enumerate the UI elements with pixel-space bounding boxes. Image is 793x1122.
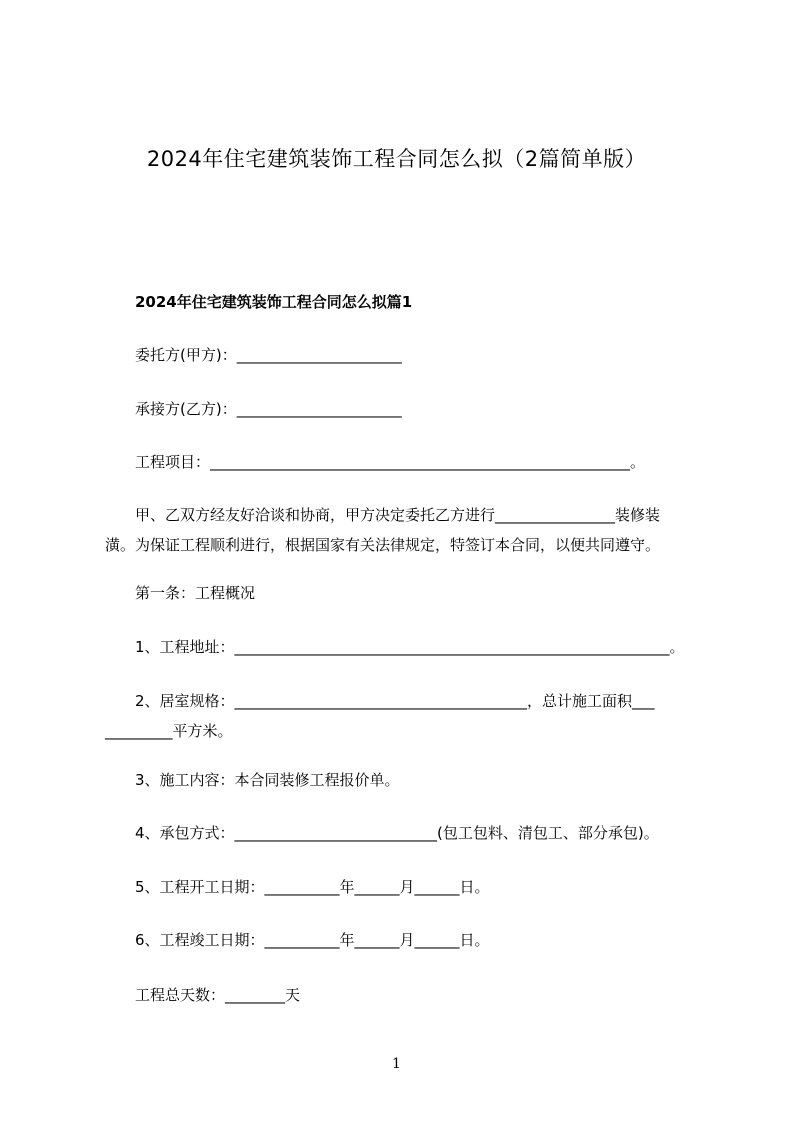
item-3-content: 3、施工内容：本合同装修工程报价单。 — [135, 771, 400, 789]
item-1-address: 1、工程地址：__________________________________________________________。 — [135, 638, 685, 656]
intro-line-2: 潢。为保证工程顺利进行，根据国家有关法律规定，特签订本合同，以便共同遵守。 — [105, 536, 661, 554]
intro-line-1: 甲、乙双方经友好洽谈和协商，甲方决定委托乙方进行________________装修装 — [135, 506, 661, 524]
item-5-start-date: 5、工程开工日期：__________年______月______日。 — [135, 878, 490, 896]
total-days-line: 工程总天数：________天 — [135, 986, 301, 1004]
party-b-line: 承接方(乙方)：______________________ — [135, 400, 402, 418]
item-2-line-1: 2、居室规格：_______________________________________，总计施工面积___ — [135, 692, 655, 710]
item-2-paragraph — [105, 686, 705, 746]
project-line: 工程项目：________________________________________________________。 — [135, 453, 646, 471]
page-number: 1 — [392, 1056, 401, 1072]
item-2-line-2: _________平方米。 — [105, 722, 233, 740]
article-1-heading: 第一条：工程概况 — [135, 584, 256, 602]
party-a-line: 委托方(甲方)：______________________ — [135, 346, 402, 364]
section-heading: 2024年住宅建筑装饰工程合同怎么拟篇1 — [135, 293, 413, 311]
item-4-contract-type: 4、承包方式：___________________________(包工包料、清包工、部分承包)。 — [135, 824, 659, 842]
document-title: 2024年住宅建筑装饰工程合同怎么拟（2篇简单版） — [146, 147, 647, 171]
intro-paragraph — [105, 500, 705, 560]
item-6-end-date: 6、工程竣工日期：__________年______月______日。 — [135, 931, 490, 949]
